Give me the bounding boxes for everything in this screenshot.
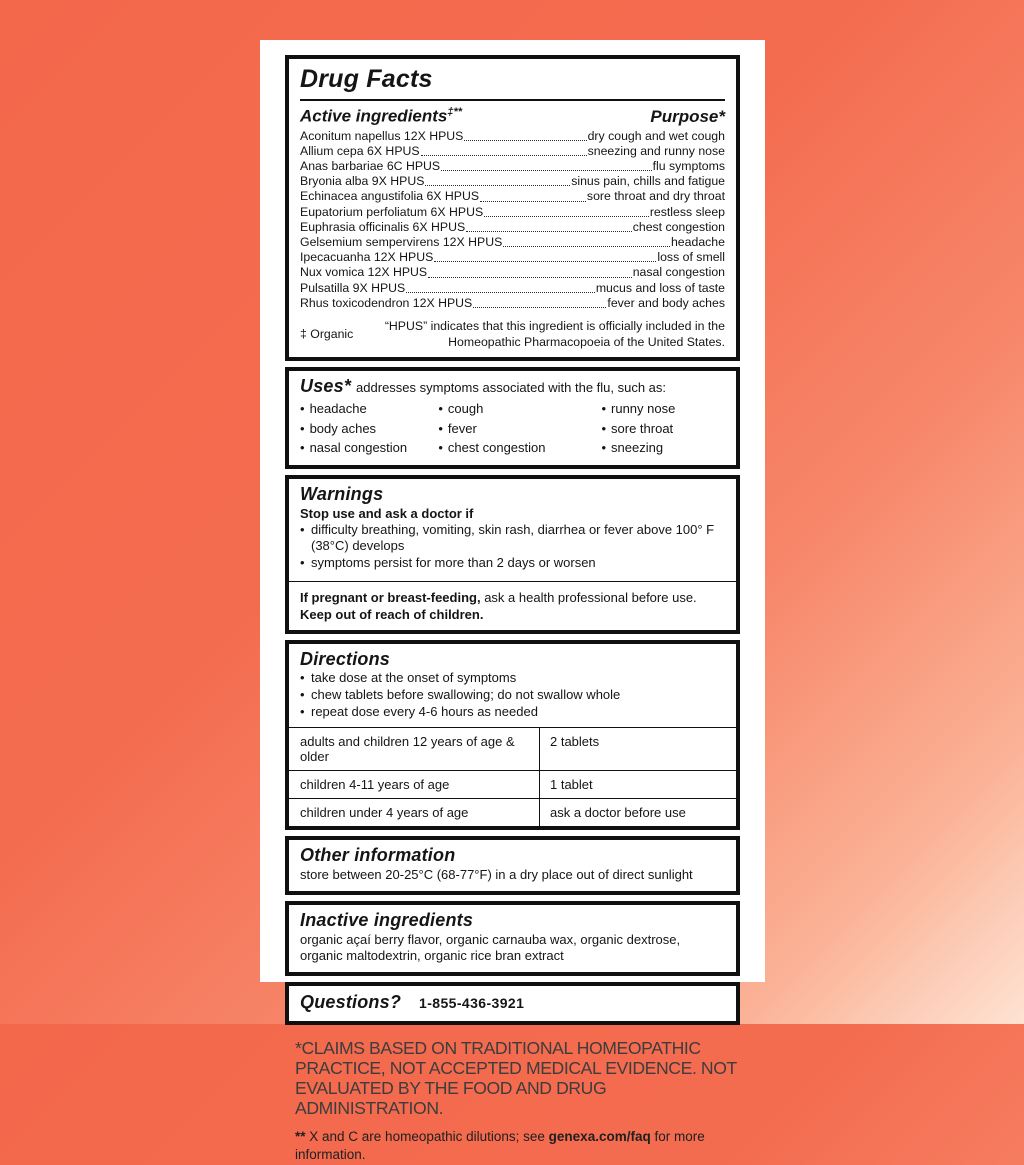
uses-header bbox=[300, 376, 725, 397]
other-information-heading: Other information bbox=[300, 845, 456, 866]
use-label: fever bbox=[447, 420, 477, 436]
ingredient-name: Rhus toxicodendron 12X HPUS bbox=[300, 295, 473, 310]
questions-heading: Questions? bbox=[300, 991, 402, 1012]
dotted-leader bbox=[421, 155, 587, 156]
ingredient-row bbox=[300, 205, 725, 220]
pregnant-line bbox=[300, 589, 725, 606]
dosage-amount: ask a doctor before use bbox=[539, 799, 736, 826]
ingredient-purpose: dry cough and wet cough bbox=[587, 128, 725, 143]
warnings-heading: Warnings bbox=[300, 483, 384, 504]
use-label: cough bbox=[447, 401, 484, 417]
dotted-leader bbox=[441, 170, 651, 171]
dotted-leader bbox=[406, 292, 595, 293]
dotted-leader bbox=[480, 201, 586, 202]
hpus-footnote: “HPUS” indicates that this ingredient is officially included in the Homeopathic Pharmacopoeia of the United States. bbox=[384, 319, 725, 349]
ingredient-purpose: loss of smell bbox=[657, 250, 725, 265]
ingredient-purpose: headache bbox=[670, 235, 725, 250]
dotted-leader bbox=[434, 261, 656, 262]
ingredient-name: Bryonia alba 9X HPUS bbox=[300, 174, 425, 189]
purpose-heading: Purpose* bbox=[650, 106, 725, 126]
use-label: sneezing bbox=[611, 440, 664, 456]
dotted-leader bbox=[484, 216, 649, 217]
ingredient-row bbox=[300, 265, 725, 280]
active-ingredients-header bbox=[300, 106, 725, 127]
use-item bbox=[601, 438, 725, 458]
ingredient-purpose: flu symptoms bbox=[652, 159, 725, 174]
use-item bbox=[438, 399, 601, 419]
ingredient-purpose: chest congestion bbox=[632, 219, 725, 234]
ingredient-row bbox=[300, 235, 725, 250]
ingredient-name: Eupatorium perfoliatum 6X HPUS bbox=[300, 204, 484, 219]
stop-use-line: Stop use and ask a doctor if bbox=[300, 505, 474, 521]
section-warnings bbox=[285, 475, 740, 634]
ingredient-row bbox=[300, 189, 725, 204]
ingredient-name: Gelsemium sempervirens 12X HPUS bbox=[300, 235, 503, 250]
ingredient-name: Euphrasia officinalis 6X HPUS bbox=[300, 219, 466, 234]
direction-bullet: • take dose at the onset of symptoms bbox=[300, 670, 725, 687]
footnote-marks: ** bbox=[295, 1129, 306, 1145]
footnote-pre: X and C are homeopathic dilutions; see bbox=[305, 1129, 549, 1145]
section-other-information bbox=[285, 836, 740, 895]
ingredient-name: Anas barbariae 6C HPUS bbox=[300, 159, 441, 174]
active-ingredients-heading bbox=[300, 106, 462, 127]
section-drug-facts bbox=[285, 55, 740, 361]
ingredient-row bbox=[300, 129, 725, 144]
use-label: headache bbox=[309, 401, 367, 417]
organic-footnote: ‡ Organic bbox=[300, 326, 354, 341]
dosage-table bbox=[289, 727, 736, 826]
use-item bbox=[438, 419, 601, 439]
direction-bullet: • repeat dose every 4-6 hours as needed bbox=[300, 704, 725, 721]
pregnant-line-rest: ask a health professional before use. bbox=[480, 589, 697, 605]
section-directions bbox=[285, 640, 740, 830]
ingredient-purpose: sinus pain, chills and fatigue bbox=[571, 174, 725, 189]
dotted-leader bbox=[503, 246, 670, 247]
footnote-post: for more information. bbox=[295, 1129, 705, 1163]
ingredient-purpose: sore throat and dry throat bbox=[586, 189, 725, 204]
inactive-ingredients-text: organic açaí berry flavor, organic carnauba wax, organic dextrose, organic maltodextrin, organic rice bran extract bbox=[300, 931, 681, 964]
uses-heading: Uses* bbox=[300, 376, 352, 397]
questions-phone-number: 1-855-436-3921 bbox=[419, 994, 525, 1011]
ingredient-row bbox=[300, 250, 725, 265]
use-item bbox=[300, 399, 438, 419]
directions-intro bbox=[289, 649, 736, 720]
directions-heading: Directions bbox=[300, 648, 391, 669]
section-uses bbox=[285, 367, 740, 469]
ingredient-name: Echinacea angustifolia 6X HPUS bbox=[300, 189, 480, 204]
warnings-divider bbox=[289, 581, 736, 582]
dotted-leader bbox=[428, 277, 632, 278]
ingredient-name: Nux vomica 12X HPUS bbox=[300, 265, 428, 280]
section-questions bbox=[285, 982, 740, 1025]
ingredient-row bbox=[300, 144, 725, 159]
use-label: body aches bbox=[309, 420, 377, 436]
ingredient-row bbox=[300, 159, 725, 174]
ingredient-name: Aconitum napellus 12X HPUS bbox=[300, 128, 464, 143]
warning-bullet: • difficulty breathing, vomiting, skin rash, diarrhea or fever above 100° F (38°C) develops bbox=[300, 522, 725, 556]
dotted-leader bbox=[466, 231, 632, 232]
pregnant-line-bold: If pregnant or breast-feeding, bbox=[300, 589, 481, 605]
footnote-link: genexa.com/faq bbox=[548, 1129, 651, 1145]
use-label: runny nose bbox=[611, 401, 676, 417]
dosage-group: adults and children 12 years of age & older bbox=[300, 734, 515, 765]
dotted-leader bbox=[464, 140, 586, 141]
dosage-group: children 4-11 years of age bbox=[300, 777, 450, 793]
use-item bbox=[300, 438, 438, 458]
dotted-leader bbox=[425, 185, 570, 186]
keep-out-line: Keep out of reach of children. bbox=[300, 606, 484, 622]
ingredient-name: Pulsatilla 9X HPUS bbox=[300, 280, 406, 295]
active-ingredients-marks: ‡** bbox=[447, 106, 463, 118]
ingredient-purpose: restless sleep bbox=[649, 204, 725, 219]
ingredient-purpose: nasal congestion bbox=[632, 265, 725, 280]
dosage-row bbox=[289, 798, 736, 826]
dilutions-footnote bbox=[295, 1128, 740, 1164]
dotted-leader bbox=[473, 307, 606, 308]
ingredient-name: Allium cepa 6X HPUS bbox=[300, 143, 420, 158]
dosage-amount: 2 tablets bbox=[539, 728, 736, 770]
other-information-text: store between 20-25°C (68-77°F) in a dry place out of direct sunlight bbox=[300, 867, 693, 883]
ingredient-purpose: fever and body aches bbox=[607, 295, 725, 310]
dosage-amount: 1 tablet bbox=[539, 771, 736, 798]
active-ingredients-footnotes bbox=[300, 319, 725, 350]
use-label: sore throat bbox=[611, 420, 674, 436]
uses-list bbox=[300, 399, 725, 458]
dosage-row bbox=[289, 727, 736, 770]
section-inactive-ingredients bbox=[285, 901, 740, 976]
use-item bbox=[601, 399, 725, 419]
use-item bbox=[438, 438, 601, 458]
dosage-row bbox=[289, 770, 736, 798]
use-label: nasal congestion bbox=[309, 440, 408, 456]
label-sections bbox=[260, 40, 765, 1025]
direction-bullet: • chew tablets before swallowing; do not swallow whole bbox=[300, 687, 725, 704]
drug-facts-title: Drug Facts bbox=[300, 64, 725, 101]
ingredient-purpose: mucus and loss of taste bbox=[595, 280, 725, 295]
inactive-ingredients-heading: Inactive ingredients bbox=[300, 909, 474, 930]
ingredient-row bbox=[300, 220, 725, 235]
use-label: chest congestion bbox=[447, 440, 546, 456]
drug-facts-label-card bbox=[260, 40, 765, 1163]
claims-disclaimer: *CLAIMS BASED ON TRADITIONAL HOMEOPATHIC PRACTICE, NOT ACCEPTED MEDICAL EVIDENCE. NOT EVALUATED BY THE FOOD AND DRUG ADMINISTRATION. bbox=[295, 1037, 737, 1119]
warning-bullet: • symptoms persist for more than 2 days or worsen bbox=[300, 555, 725, 572]
active-ingredients-heading-text: Active ingredients bbox=[300, 106, 448, 126]
use-item bbox=[601, 419, 725, 439]
dosage-group: children under 4 years of age bbox=[300, 805, 469, 821]
ingredient-purpose: sneezing and runny nose bbox=[587, 143, 725, 158]
use-item bbox=[300, 419, 438, 439]
uses-intro: addresses symptoms associated with the flu, such as: bbox=[356, 380, 667, 396]
ingredient-row bbox=[300, 281, 725, 296]
ingredient-row bbox=[300, 174, 725, 189]
ingredient-row bbox=[300, 296, 725, 311]
ingredient-name: Ipecacuanha 12X HPUS bbox=[300, 250, 434, 265]
